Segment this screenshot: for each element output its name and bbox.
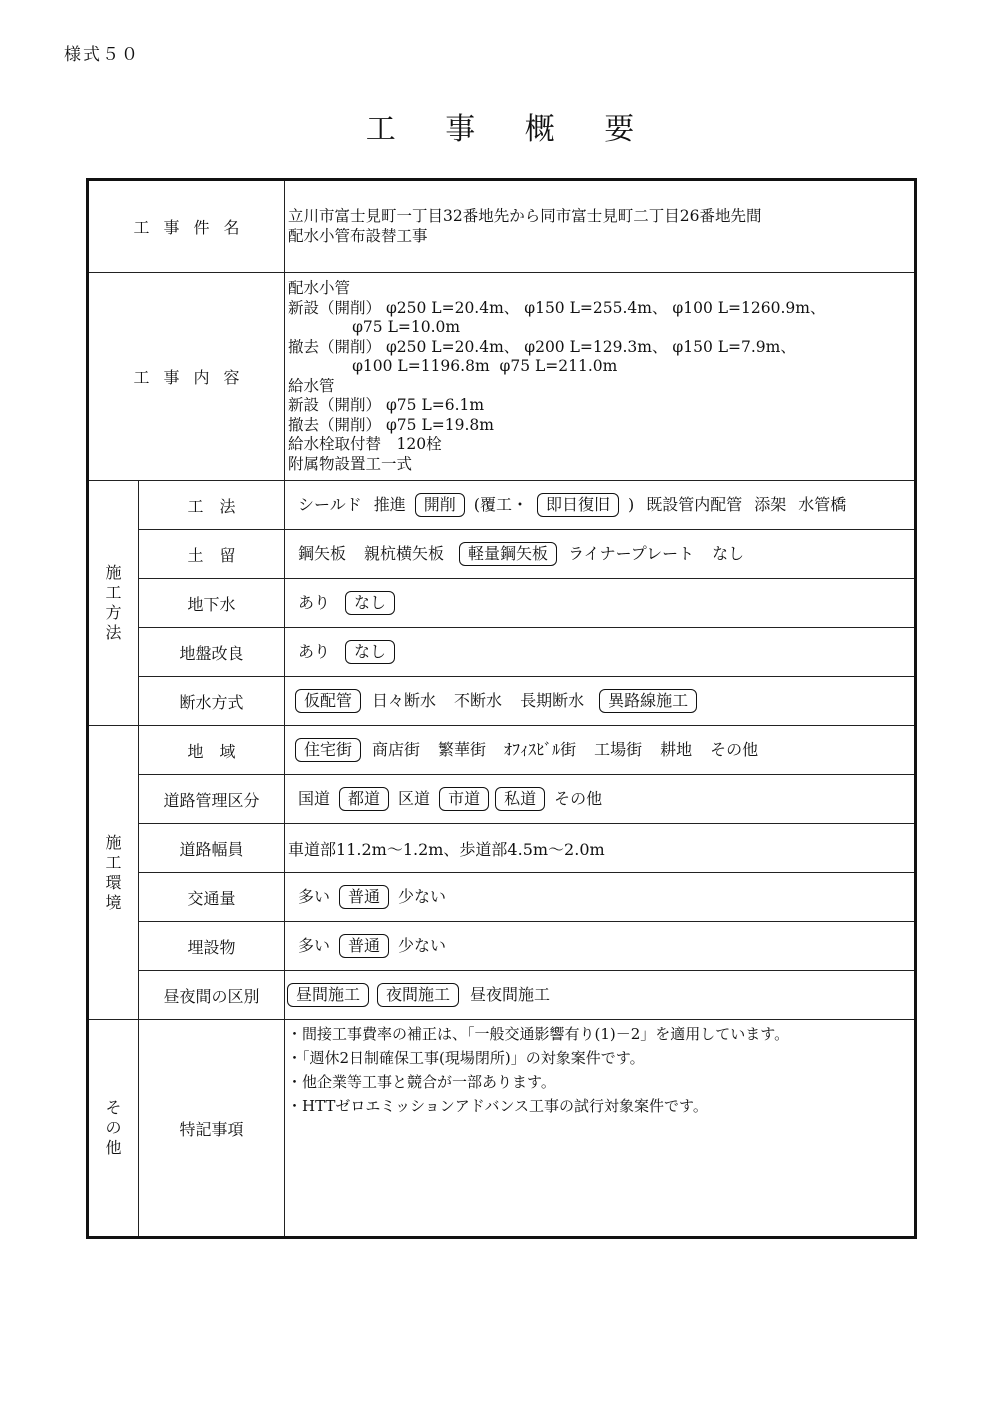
earth-retaining-options	[285, 530, 916, 579]
content-line: 給水管	[288, 376, 335, 395]
form-number: 様式５０	[64, 45, 140, 65]
road-management-label: 道路管理区分	[139, 775, 285, 824]
selected-option: 住宅街	[295, 738, 361, 761]
option: 推進	[373, 495, 406, 515]
selected-option: 普通	[339, 885, 389, 908]
option: 少ない	[398, 936, 447, 956]
selected-option: 都道	[339, 787, 389, 810]
row-earth-retaining	[88, 530, 916, 579]
selected-option: 市道	[439, 787, 489, 810]
option: なし	[712, 544, 745, 564]
option: 鋼矢板	[298, 544, 347, 564]
construction-name-line: 立川市富士見町一丁目32番地先から同市富士見町二丁目26番地先間	[288, 207, 762, 225]
day-night-label: 昼夜間の区別	[139, 971, 285, 1020]
option: 商店街	[372, 740, 421, 760]
special-notes-label: 特記事項	[139, 1020, 285, 1238]
content-line: φ75 L=10.0m	[288, 318, 461, 336]
road-width-value: 車道部11.2m～1.2m、歩道部4.5m～2.0m	[285, 824, 916, 873]
option: 添架	[754, 495, 787, 515]
groundwater-label: 地下水	[139, 579, 285, 628]
ground-improvement-options	[285, 628, 916, 677]
selected-option: 普通	[339, 934, 389, 957]
area-label: 地 域	[139, 726, 285, 775]
construction-name-label: 工事件名	[88, 180, 285, 273]
option: 多い	[298, 936, 331, 956]
content-line: 給水栓取付替 120栓	[288, 435, 442, 453]
water-shutoff-options	[285, 677, 916, 726]
row-road-management	[88, 775, 916, 824]
content-line: 撤去（開削） φ250 L=20.4m、 φ200 L=129.3m、 φ150 L=7.9m、	[288, 337, 796, 356]
row-special-notes	[88, 1020, 916, 1238]
option: 工場街	[594, 740, 643, 760]
selected-option: 仮配管	[295, 689, 361, 712]
content-line: 新設（開削） φ75 L=6.1m	[288, 396, 485, 414]
content-line: 配水小管	[288, 279, 351, 297]
row-ground-improvement	[88, 628, 916, 677]
construction-name-line: 配水小管布設替工事	[288, 226, 428, 245]
option: 水管橋	[798, 495, 847, 515]
method-label: 工 法	[139, 481, 285, 530]
method-group-label	[88, 481, 139, 726]
area-options	[285, 726, 916, 775]
option: あり	[298, 593, 331, 613]
option: 区道	[398, 789, 431, 809]
option: その他	[710, 740, 759, 760]
row-traffic	[88, 873, 916, 922]
day-night-options	[285, 971, 916, 1020]
special-note: ・「週休2日制確保工事(現場閉所)」の対象案件です。	[287, 1049, 645, 1067]
method-options	[285, 481, 916, 530]
groundwater-options	[285, 579, 916, 628]
environment-group-label	[88, 726, 139, 1020]
selected-option: 即日復旧	[537, 493, 619, 516]
road-management-options	[285, 775, 916, 824]
row-day-night	[88, 971, 916, 1020]
row-groundwater	[88, 579, 916, 628]
construction-name-value	[285, 180, 916, 273]
content-line: φ100 L=1196.8m φ75 L=211.0m	[288, 357, 618, 375]
option: あり	[298, 642, 331, 662]
selected-option: 開削	[415, 493, 465, 516]
row-road-width	[88, 824, 916, 873]
document-title: 工 事 概 要	[365, 112, 655, 147]
traffic-label: 交通量	[139, 873, 285, 922]
buried-objects-label: 埋設物	[139, 922, 285, 971]
option: ライナープレート	[568, 544, 695, 564]
option: 国道	[298, 789, 331, 809]
road-width-label: 道路幅員	[139, 824, 285, 873]
buried-objects-options	[285, 922, 916, 971]
construction-content-label: 工事内容	[88, 273, 285, 481]
option: 不断水	[454, 691, 503, 711]
row-buried-objects	[88, 922, 916, 971]
option: 繁華街	[438, 740, 487, 760]
selected-option: 異路線施工	[599, 689, 697, 712]
selected-option: なし	[345, 591, 395, 614]
option: 多い	[298, 887, 331, 907]
option: 既設管内配管	[646, 495, 743, 515]
option: )	[628, 495, 635, 515]
option: 日々断水	[372, 691, 437, 711]
content-line: 撤去（開削） φ75 L=19.8m	[288, 415, 494, 434]
option: (覆工・	[473, 495, 528, 515]
selected-option: 私道	[495, 787, 545, 810]
special-notes-value	[285, 1020, 916, 1238]
method-group-text: 施 工 方 法	[105, 563, 122, 642]
row-method	[88, 481, 916, 530]
earth-retaining-label: 土 留	[139, 530, 285, 579]
water-shutoff-label: 断水方式	[139, 677, 285, 726]
row-construction-content	[88, 273, 916, 481]
option: 耕地	[660, 740, 693, 760]
option: 親杭横矢板	[364, 544, 445, 564]
row-area	[88, 726, 916, 775]
row-construction-name	[88, 180, 916, 273]
option: 昼夜間施工	[470, 985, 551, 1005]
selected-option: 軽量鋼矢板	[459, 542, 557, 565]
option: ｵﾌｨｽﾋﾞﾙ街	[504, 740, 577, 760]
content-line: 附属物設置工一式	[288, 454, 413, 473]
other-group-label	[88, 1020, 139, 1238]
special-note: ・HTTゼロエミッションアドバンス工事の試行対象案件です。	[287, 1097, 708, 1115]
row-water-shutoff	[88, 677, 916, 726]
traffic-options	[285, 873, 916, 922]
option: その他	[554, 789, 603, 809]
ground-improvement-label: 地盤改良	[139, 628, 285, 677]
content-line: 新設（開削） φ250 L=20.4m、 φ150 L=255.4m、 φ100 L=1260.9m、	[288, 298, 826, 317]
option: シールド	[298, 495, 362, 515]
environment-group-text: 施 工 環 境	[105, 832, 122, 912]
selected-option: なし	[345, 640, 395, 663]
construction-summary-table	[86, 178, 917, 1239]
special-note: ・他企業等工事と競合が一部あります。	[287, 1073, 556, 1091]
construction-content-value	[285, 273, 916, 481]
selected-option: 夜間施工	[377, 983, 459, 1006]
option: 少ない	[398, 887, 447, 907]
selected-option: 昼間施工	[287, 983, 369, 1006]
option: 長期断水	[520, 691, 585, 711]
special-note: ・間接工事費率の補正は、「一般交通影響有り(1)－2」を適用しています。	[287, 1025, 790, 1043]
other-group-text: そ の 他	[105, 1098, 122, 1157]
